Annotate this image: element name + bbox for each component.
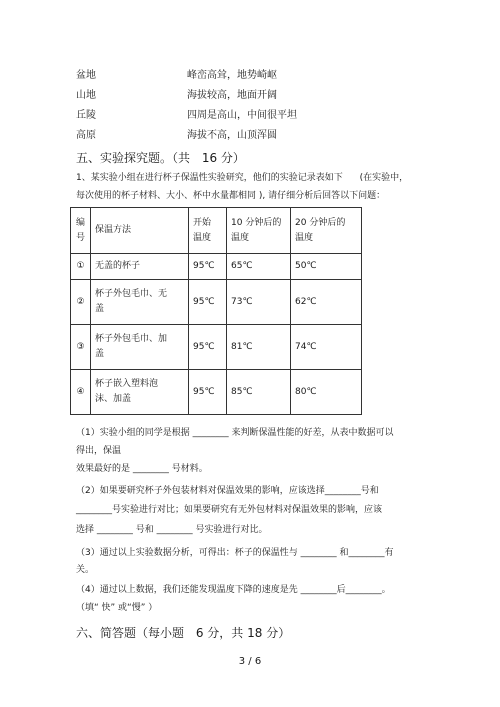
table-header-row: [71, 208, 362, 254]
header-10min-temp: 10 分钟后的 温度: [227, 208, 291, 254]
row-method: 杯子外包毛巾、无 盖: [91, 280, 189, 325]
section-6-prefix: 六、简答题（每小题: [76, 626, 185, 640]
row-20min-temp: 74℃: [291, 325, 362, 370]
row-start-temp: 95℃: [189, 325, 227, 370]
section-5-heading: [76, 149, 245, 166]
q1-sub4-line1: （4）通过以上数据，我们还能发现温度下降的速度是先 ________后________。: [76, 585, 391, 595]
q1-sub2-line1: （2）如果要研究杯子外包装材料对保温效果的影响，应该选择________号和: [76, 486, 379, 496]
row-start-temp: 95℃: [189, 280, 227, 325]
q1-sub1-line1: （1）实验小组的同学是根据 ________ 来判断保温性能的好差，从表中数据可以: [76, 428, 394, 438]
row-method: 杯子嵌入塑料泡 沫、加盖: [91, 370, 189, 415]
page-number: 3 / 6: [238, 656, 262, 667]
terrain-desc-4: 海拔不高，山顶浑圆: [187, 130, 277, 141]
q1-sub3-line2: 关。: [76, 565, 95, 575]
row-number: ②: [71, 280, 91, 325]
terrain-name-3: 丘陵: [76, 110, 96, 121]
section-6-score: 6 分，共 18 分）: [195, 626, 291, 640]
header-number: 编 号: [71, 208, 91, 254]
terrain-desc-2: 海拔较高，地面开阔: [187, 90, 277, 101]
q1-sub1-line3: 效果最好的是 ________ 号材料。: [76, 464, 208, 474]
row-20min-temp: 80℃: [291, 370, 362, 415]
terrain-desc-3: 四周是高山，中间很平坦: [187, 110, 297, 121]
q1-sub1-line2: 得出，保温: [76, 446, 122, 456]
row-10min-temp: 73℃: [227, 280, 291, 325]
table-row: [71, 280, 362, 325]
row-start-temp: 95℃: [189, 370, 227, 415]
table-row: [71, 254, 362, 280]
row-method: 杯子外包毛巾、加 盖: [91, 325, 189, 370]
section-6-heading: [76, 624, 290, 641]
row-20min-temp: 62℃: [291, 280, 362, 325]
header-20min-temp: 20 分钟后的 温度: [291, 208, 362, 254]
q1-line1-paren: (在实验中，: [359, 173, 409, 183]
table-row: [71, 370, 362, 415]
row-10min-temp: 65℃: [227, 254, 291, 280]
row-10min-temp: 85℃: [227, 370, 291, 415]
terrain-name-1: 盆地: [76, 70, 96, 81]
q1-line1: [76, 170, 408, 183]
experiment-table: [70, 207, 362, 415]
row-start-temp: 95℃: [189, 254, 227, 280]
terrain-desc-1: 峰峦高耸，地势崎岖: [187, 70, 277, 81]
row-number: ③: [71, 325, 91, 370]
q1-sub3-line1: （3）通过以上实验数据分析，可得出：杯子的保温性与 ________ 和________有: [76, 548, 394, 558]
section-5-score: 16 分）: [201, 151, 245, 165]
row-method: 无盖的杯子: [91, 254, 189, 280]
row-number: ①: [71, 254, 91, 280]
q1-sub4-line2: （填“ 快” 或“慢” ）: [76, 603, 158, 613]
terrain-name-4: 高原: [76, 130, 96, 141]
q1-sub2-line2: ________号实验进行对比；如果要研究有无外包材料对保温效果的影响，应该: [76, 505, 383, 515]
q1-line2: 每次使用的杯子材料、大小、杯中水量都相同 ), 请仔细分析后回答以下问题：: [76, 191, 386, 201]
header-start-temp: 开始 温度: [189, 208, 227, 254]
row-10min-temp: 81℃: [227, 325, 291, 370]
row-number: ④: [71, 370, 91, 415]
terrain-name-2: 山地: [76, 90, 96, 101]
row-20min-temp: 50℃: [291, 254, 362, 280]
header-method: 保温方法: [91, 208, 189, 254]
table-row: [71, 325, 362, 370]
section-5-prefix: 五、实验探究题。（共: [76, 151, 191, 165]
q1-sub2-line3: 选择 ________ 号和 ________ 号实验进行对比。: [76, 525, 268, 535]
q1-line1-text: 1、某实验小组在进行杯子保温性实验研究，他们的实验记录表如下: [76, 173, 343, 183]
